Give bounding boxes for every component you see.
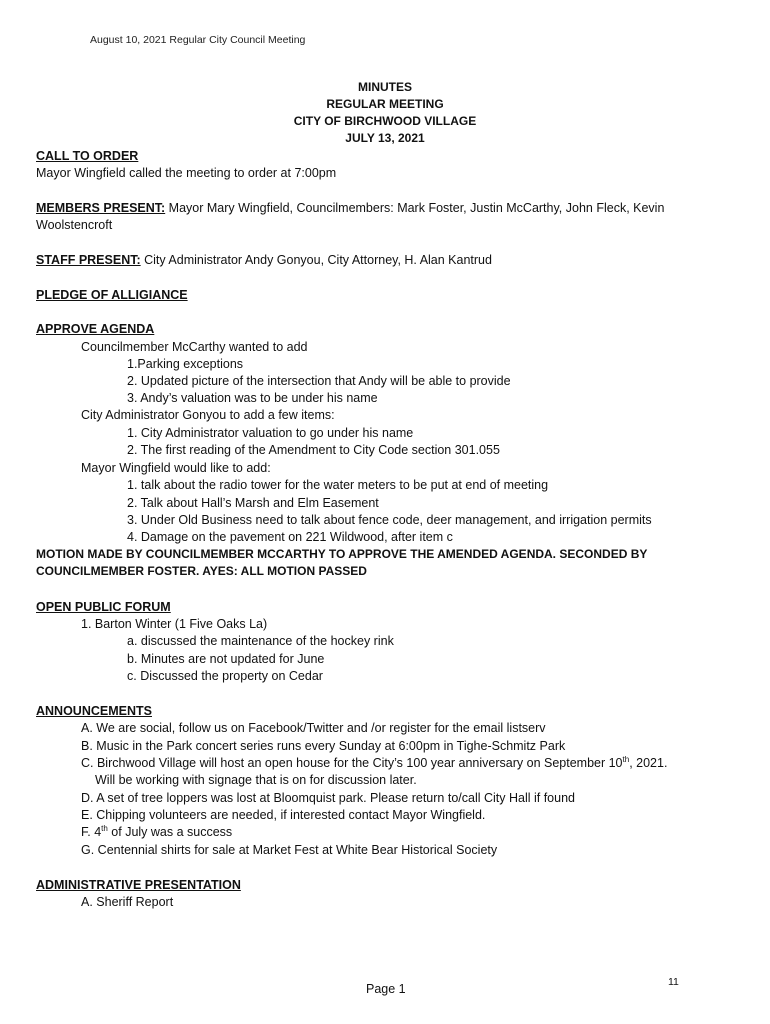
forum-item: a. discussed the maintenance of the hockey rink xyxy=(127,634,394,648)
page-number: 11 xyxy=(668,976,679,988)
announcement-item: D. A set of tree loppers was lost at Bloomquist park. Please return to/call City Hall if found xyxy=(81,791,575,805)
agenda-item: 2. The first reading of the Amendment to City Code section 301.055 xyxy=(127,443,500,457)
title-regular-meeting: REGULAR MEETING xyxy=(326,97,444,111)
staff-present-text: City Administrator Andy Gonyou, City Attorney, H. Alan Kantrud xyxy=(140,253,492,267)
agenda-item: Mayor Wingfield would like to add: xyxy=(81,461,271,475)
agenda-item: 4. Damage on the pavement on 221 Wildwood, after item c xyxy=(127,530,453,544)
agenda-motion-line1: MOTION MADE BY COUNCILMEMBER MCCARTHY TO APPROVE THE AMENDED AGENDA. SECONDED BY xyxy=(36,547,648,561)
staff-present-line xyxy=(36,253,492,267)
superscript: th xyxy=(622,754,630,764)
title-city: CITY OF BIRCHWOOD VILLAGE xyxy=(293,114,477,128)
forum-item: b. Minutes are not updated for June xyxy=(127,652,325,666)
announcement-f-text: F. 4 xyxy=(81,825,102,839)
forum-item: c. Discussed the property on Cedar xyxy=(127,669,323,683)
call-to-order-text: Mayor Wingfield called the meeting to order at 7:00pm xyxy=(36,166,337,180)
announcements-heading: ANNOUNCEMENTS xyxy=(36,704,152,718)
agenda-motion-line2: COUNCILMEMBER FOSTER. AYES: ALL MOTION PASSED xyxy=(36,564,367,578)
page-header: August 10, 2021 Regular City Council Meeting xyxy=(90,34,306,46)
agenda-item: 2. Updated picture of the intersection that Andy will be able to provide xyxy=(127,374,511,388)
staff-present-label: STAFF PRESENT: xyxy=(36,253,141,267)
admin-presentation-heading: ADMINISTRATIVE PRESENTATION xyxy=(36,878,241,892)
approve-agenda-heading: APPROVE AGENDA xyxy=(36,322,155,336)
announcement-item: E. Chipping volunteers are needed, if interested contact Mayor Wingfield. xyxy=(81,808,486,822)
announcement-item-cont: Will be working with signage that is on for discussion later. xyxy=(95,773,417,787)
announcement-item xyxy=(81,756,667,770)
superscript: th xyxy=(101,823,108,833)
call-to-order-heading: CALL TO ORDER xyxy=(36,149,139,163)
agenda-item: 1.Parking exceptions xyxy=(127,357,244,371)
agenda-item: 2. Talk about Hall’s Marsh and Elm Easement xyxy=(127,496,379,510)
agenda-item: 1. talk about the radio tower for the water meters to be put at end of meeting xyxy=(127,478,549,492)
agenda-item: 1. City Administrator valuation to go under his name xyxy=(127,426,414,440)
announcement-item xyxy=(81,825,232,839)
open-forum-heading: OPEN PUBLIC FORUM xyxy=(36,600,171,614)
title-minutes: MINUTES xyxy=(358,80,412,94)
title-date: JULY 13, 2021 xyxy=(345,131,425,145)
agenda-item: City Administrator Gonyou to add a few items: xyxy=(81,408,335,422)
agenda-item: 3. Andy’s valuation was to be under his name xyxy=(127,391,378,405)
announcement-c-text: C. Birchwood Village will host an open house for the City’s 100 year anniversary on September 10 xyxy=(81,756,623,770)
announcement-item: G. Centennial shirts for sale at Market Fest at White Bear Historical Society xyxy=(81,843,498,857)
forum-item: 1. Barton Winter (1 Five Oaks La) xyxy=(81,617,268,631)
agenda-item: 3. Under Old Business need to talk about fence code, deer management, and irrigation permits xyxy=(127,513,652,527)
members-present-label: MEMBERS PRESENT: xyxy=(36,201,166,215)
pledge-heading: PLEDGE OF ALLIGIANCE xyxy=(36,288,188,302)
agenda-item: Councilmember McCarthy wanted to add xyxy=(81,340,308,354)
members-present-text: Mayor Mary Wingfield, Councilmembers: Mark Foster, Justin McCarthy, John Fleck, Kevin xyxy=(165,201,665,215)
members-present-line xyxy=(36,201,664,215)
announcement-item: B. Music in the Park concert series runs every Sunday at 6:00pm in Tighe-Schmitz Park xyxy=(81,739,566,753)
page-label: Page 1 xyxy=(366,982,406,996)
announcement-item: A. We are social, follow us on Facebook/Twitter and /or register for the email listserv xyxy=(81,721,546,735)
announcement-c-text-end: , 2021. xyxy=(629,756,668,770)
announcement-f-text-end: of July was a success xyxy=(107,825,233,839)
members-present-text-cont: Woolstencroft xyxy=(36,218,113,232)
admin-presentation-item: A. Sheriff Report xyxy=(81,895,174,909)
